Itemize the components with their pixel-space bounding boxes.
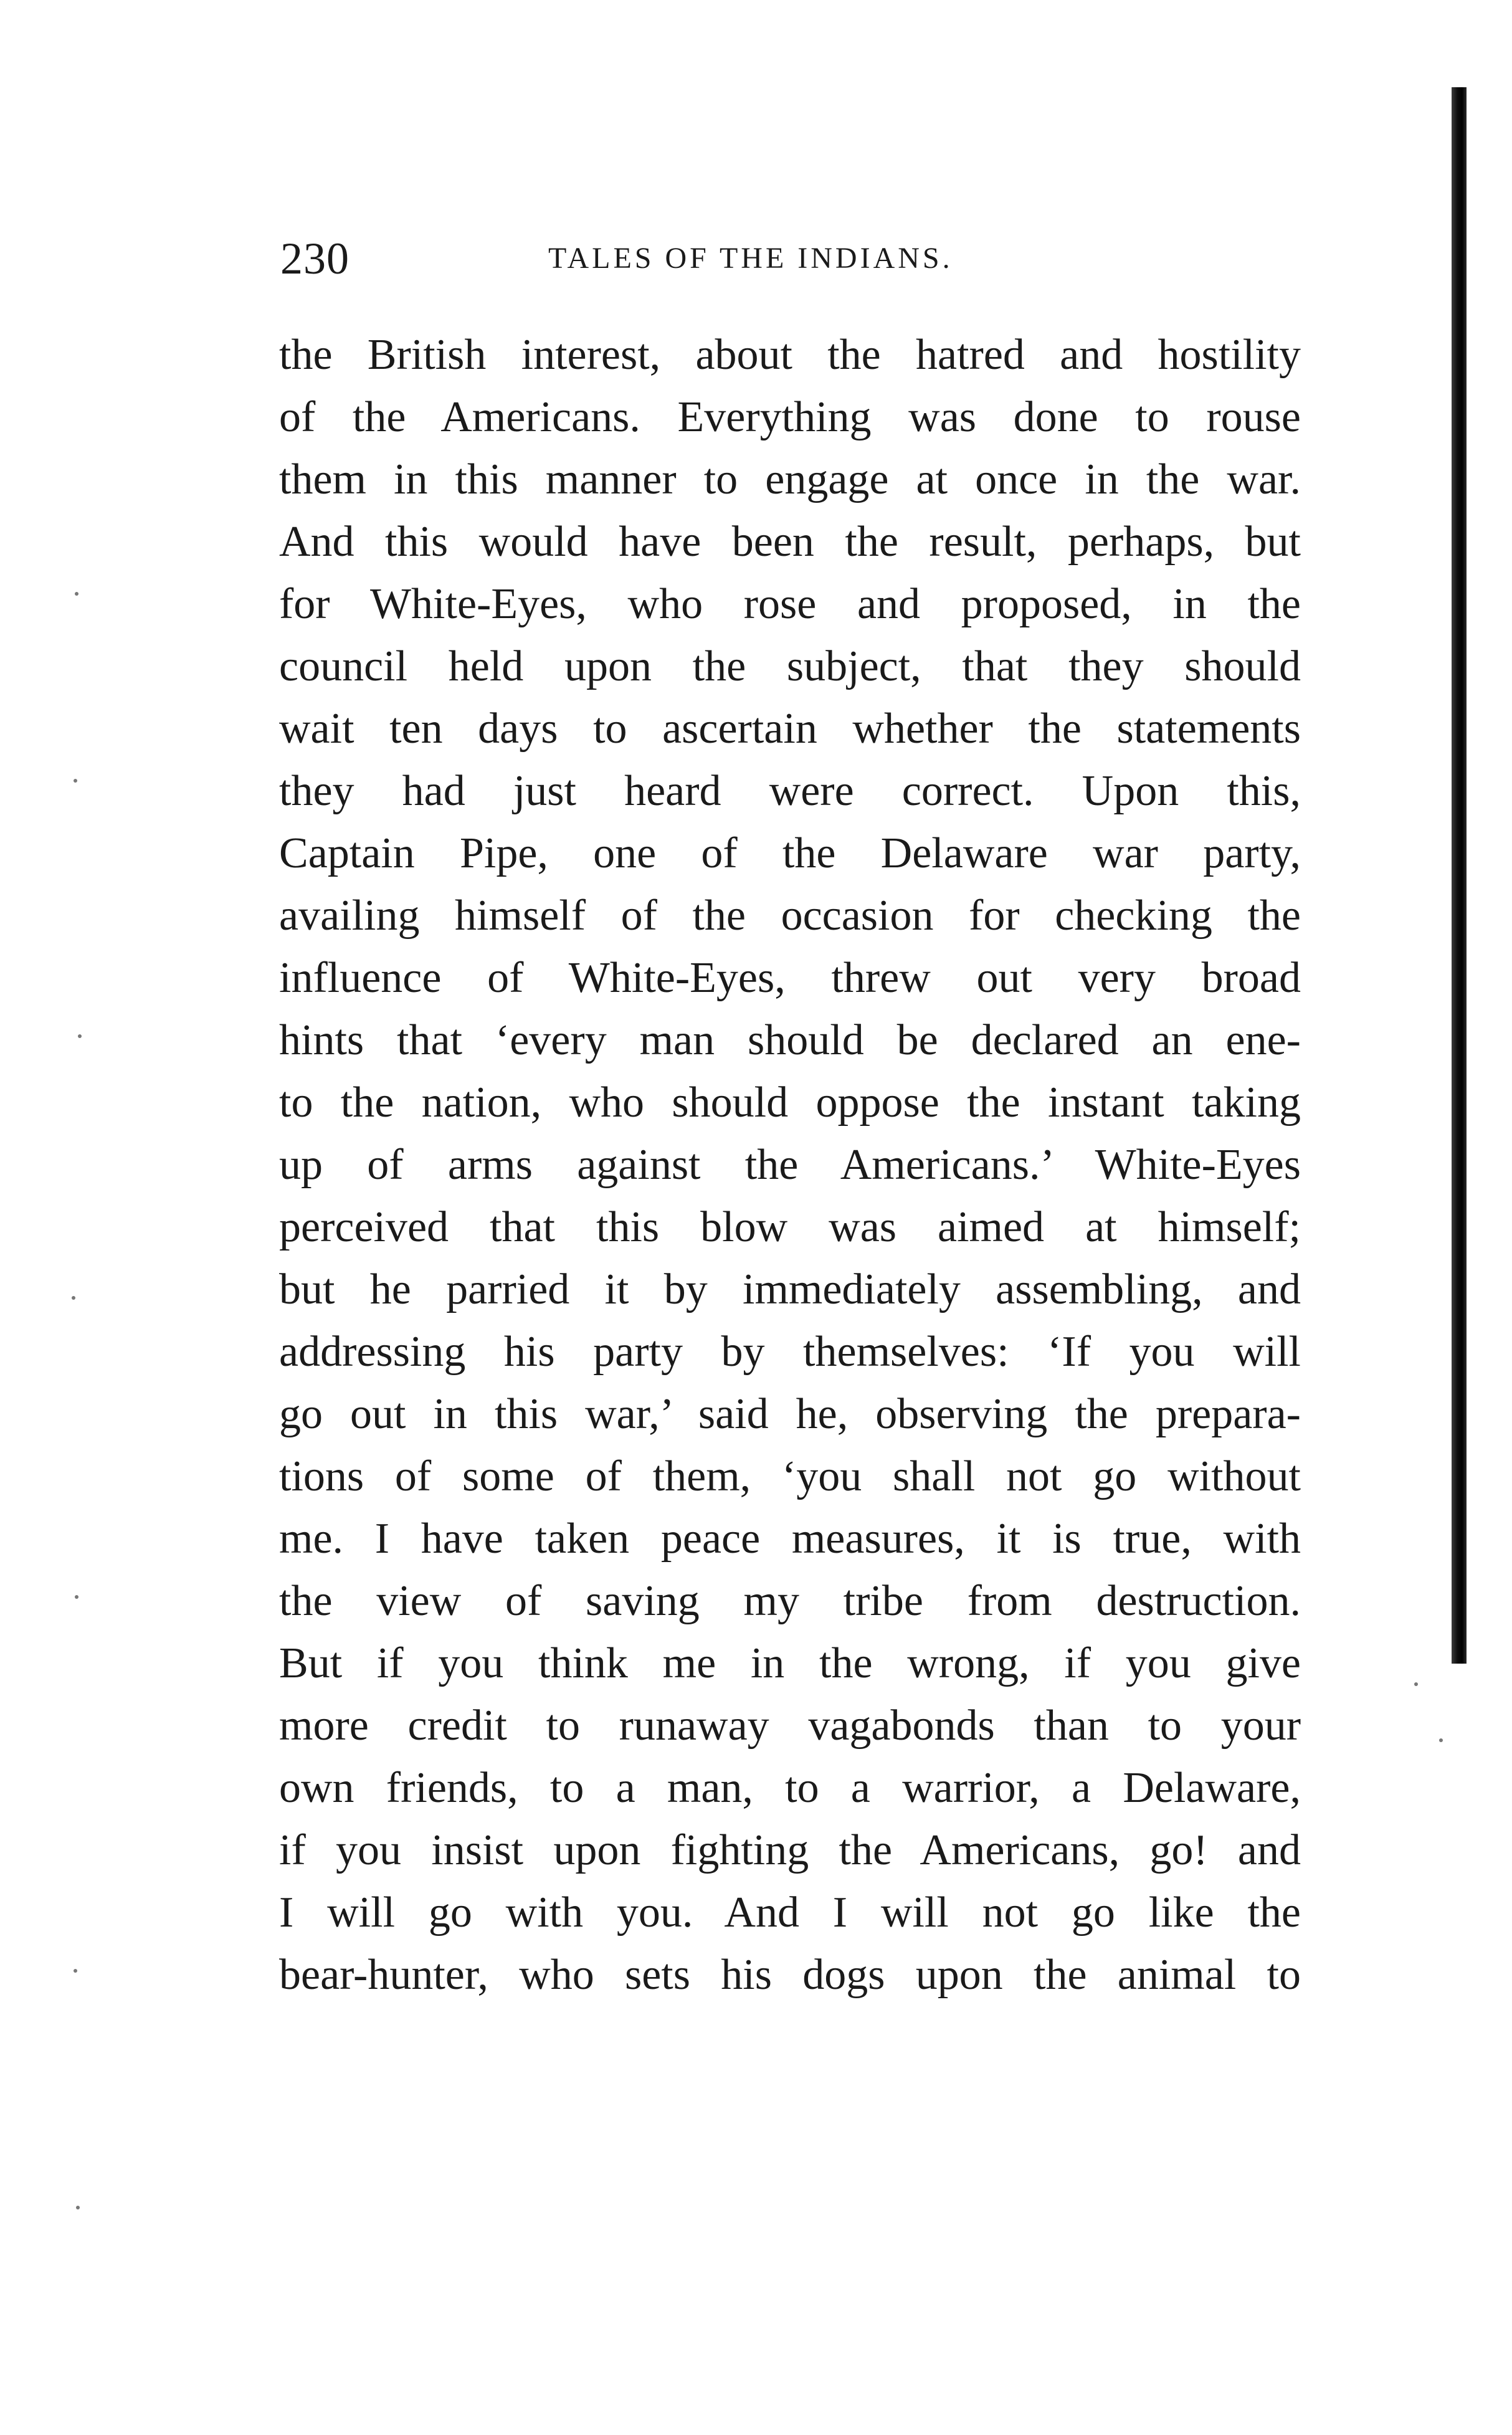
running-head: TALES OF THE INDIANS. bbox=[548, 242, 953, 275]
text-line: bear-hunter, who sets his dogs upon the animal to bbox=[279, 1951, 1301, 1999]
text-line: But if you think me in the wrong, if you give bbox=[279, 1639, 1301, 1687]
text-line: but he parried it by immediately assembling, and bbox=[279, 1265, 1301, 1313]
page-binding-edge bbox=[1452, 87, 1467, 1664]
text-line: council held upon the subject, that they should bbox=[279, 642, 1301, 690]
text-line: availing himself of the occasion for checking the bbox=[279, 892, 1301, 940]
scan-speck bbox=[76, 2206, 80, 2209]
scan-speck bbox=[75, 592, 78, 596]
text-line: own friends, to a man, to a warrior, a Delaware, bbox=[279, 1764, 1301, 1812]
text-line: for White-Eyes, who rose and proposed, in the bbox=[279, 580, 1301, 628]
text-line: if you insist upon fighting the Americans, go! and bbox=[279, 1826, 1301, 1874]
body-text bbox=[279, 324, 1301, 2006]
text-line: wait ten days to ascertain whether the statements bbox=[279, 705, 1301, 753]
page-header bbox=[280, 227, 1308, 290]
text-line: they had just heard were correct. Upon this, bbox=[279, 767, 1301, 815]
scan-speck bbox=[1439, 1738, 1443, 1742]
text-line: to the nation, who should oppose the instant taking bbox=[279, 1079, 1301, 1127]
text-line: hints that ‘every man should be declared an ene- bbox=[279, 1016, 1301, 1064]
text-line: of the Americans. Everything was done to rouse bbox=[279, 393, 1301, 441]
text-line: tions of some of them, ‘you shall not go without bbox=[279, 1452, 1301, 1500]
text-line: them in this manner to engage at once in the war. bbox=[279, 455, 1301, 503]
scan-speck bbox=[75, 1595, 78, 1599]
scan-speck bbox=[74, 779, 77, 783]
text-line: And this would have been the result, perhaps, but bbox=[279, 518, 1301, 566]
text-line: perceived that this blow was aimed at himself; bbox=[279, 1203, 1301, 1251]
text-line: me. I have taken peace measures, it is true, with bbox=[279, 1515, 1301, 1563]
text-line: influence of White-Eyes, threw out very broad bbox=[279, 954, 1301, 1002]
text-line: addressing his party by themselves: ‘If you will bbox=[279, 1328, 1301, 1376]
text-line: more credit to runaway vagabonds than to your bbox=[279, 1702, 1301, 1750]
scan-speck bbox=[1414, 1682, 1418, 1686]
text-line: go out in this war,’ said he, observing the prepara- bbox=[279, 1390, 1301, 1438]
text-line: Captain Pipe, one of the Delaware war party, bbox=[279, 829, 1301, 877]
page-number: 230 bbox=[280, 234, 349, 284]
scan-speck bbox=[72, 1296, 75, 1300]
text-line: the British interest, about the hatred and hostility bbox=[279, 331, 1301, 379]
scan-speck bbox=[78, 1034, 82, 1038]
text-line: I will go with you. And I will not go like the bbox=[279, 1889, 1301, 1937]
text-line: up of arms against the Americans.’ White-Eyes bbox=[279, 1141, 1301, 1189]
scan-speck bbox=[74, 1969, 77, 1973]
text-line: the view of saving my tribe from destruction. bbox=[279, 1577, 1301, 1625]
